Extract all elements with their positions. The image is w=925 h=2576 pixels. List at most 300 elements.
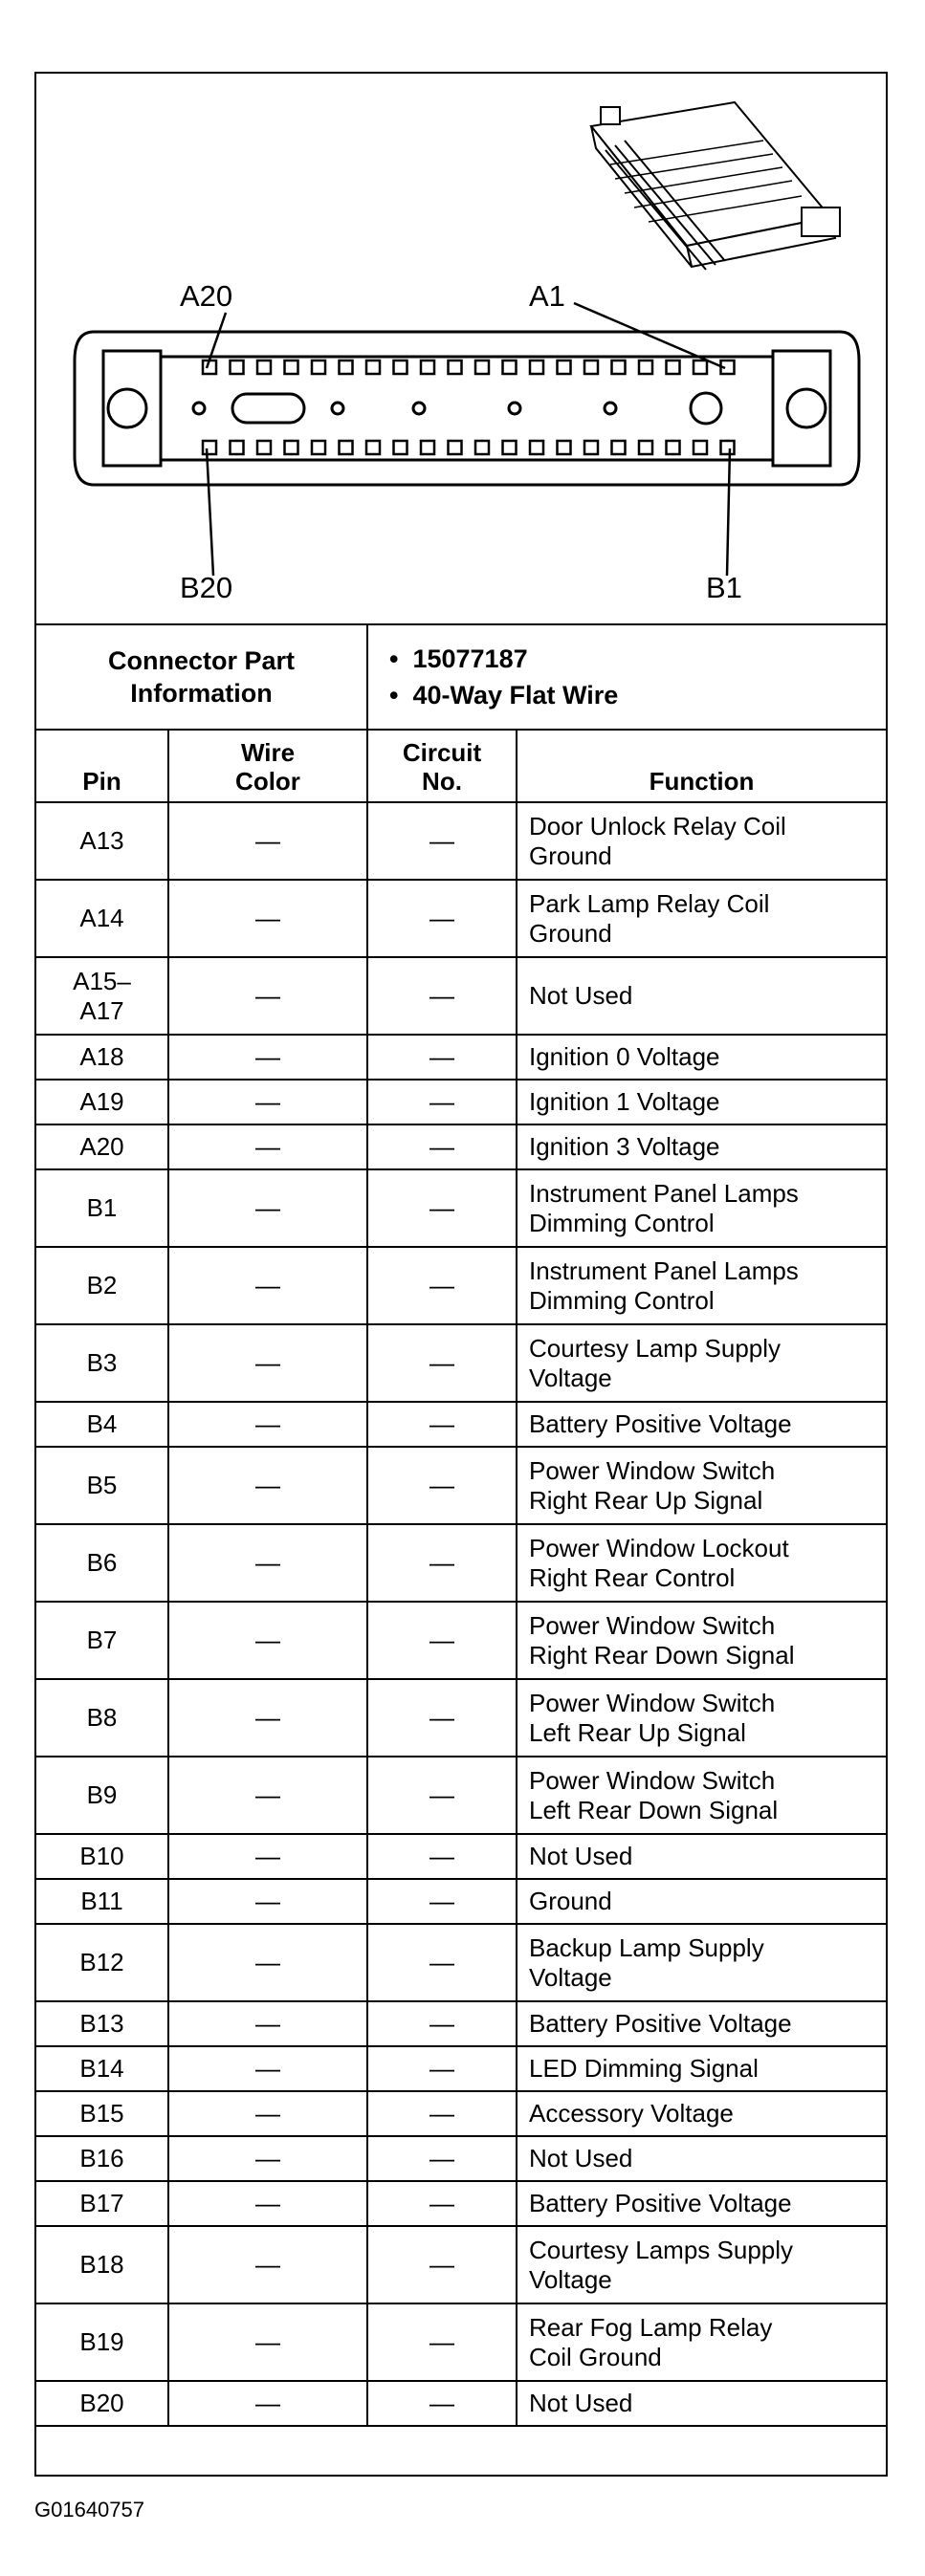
circuit-no-cell: [367, 1834, 517, 1879]
header-wire-color-line1: Wire: [240, 738, 296, 767]
pin-terminal: [667, 441, 680, 454]
table-row: [36, 1924, 886, 2001]
function-cell: [517, 2303, 886, 2381]
wire-color-cell: [168, 1757, 367, 1834]
circuit-no-value: —: [429, 2389, 454, 2417]
circuit-no-cell: [367, 880, 517, 957]
wire-color-cell: [168, 1602, 367, 1679]
table-row: [36, 2001, 886, 2046]
function-text: Power Window Switch: [529, 1455, 776, 1485]
label-b20: B20: [180, 571, 233, 604]
label-a20: A20: [180, 279, 233, 313]
function-cell: [517, 1834, 886, 1879]
pin-terminal: [231, 360, 244, 374]
header-circuit-line1: Circuit: [402, 738, 482, 767]
function-cell: [517, 1524, 886, 1602]
circuit-no-cell: [367, 2226, 517, 2303]
pin-terminal: [449, 441, 462, 454]
wire-color-cell: [168, 2091, 367, 2136]
function-text: Instrument Panel Lamps: [529, 1255, 799, 1285]
wire-color-value: —: [255, 2054, 280, 2083]
pin-cell: [36, 2046, 168, 2091]
pin-id: B17: [79, 2189, 124, 2217]
pin-id: B11: [80, 1887, 123, 1915]
pin-id: B10: [79, 1842, 124, 1870]
pin-terminal: [257, 360, 271, 374]
function-text: Battery Positive Voltage: [529, 1409, 792, 1438]
wire-color-cell: [168, 1402, 367, 1447]
circuit-no-value: —: [429, 1842, 454, 1870]
pin-id: A13: [79, 826, 124, 855]
function-text: Rear Fog Lamp Relay: [529, 2312, 773, 2342]
circuit-no-value: —: [429, 1348, 454, 1377]
function-text: Right Rear Control: [529, 1562, 736, 1592]
circuit-no-value: —: [429, 1193, 454, 1222]
function-text: Left Rear Up Signal: [529, 1717, 746, 1747]
circuit-no-cell: [367, 2181, 517, 2226]
wire-color-cell: [168, 2226, 367, 2303]
connector-3d-icon: [591, 102, 840, 270]
function-text: Not Used: [529, 2389, 633, 2417]
circuit-no-value: —: [429, 1471, 454, 1499]
wire-color-cell: [168, 1834, 367, 1879]
circuit-no-cell: [367, 2001, 517, 2046]
pin-cell: [36, 1124, 168, 1169]
function-text: Ground: [529, 918, 612, 948]
pinout-table: [36, 623, 886, 2427]
pin-terminal: [394, 441, 407, 454]
pin-terminal: [285, 360, 298, 374]
pin-cell: [36, 880, 168, 957]
circuit-no-cell: [367, 2091, 517, 2136]
pin-cell: [36, 1879, 168, 1924]
function-cell: [517, 1080, 886, 1124]
pin-terminal: [667, 360, 680, 374]
pin-id: B6: [86, 1548, 118, 1577]
pin-cell: [36, 1169, 168, 1247]
function-cell: [517, 2091, 886, 2136]
pin-cell: [36, 1924, 168, 2001]
info-row: [36, 624, 886, 730]
function-text: Not Used: [529, 981, 633, 1010]
table-row: [36, 2226, 886, 2303]
pin-cell: [36, 2136, 168, 2181]
connector-illustration: [36, 74, 886, 623]
table-row: [36, 1524, 886, 1602]
header-function: [517, 730, 886, 802]
table-row: [36, 1879, 886, 1924]
pin-terminal: [612, 441, 626, 454]
circuit-no-value: —: [429, 1780, 454, 1809]
function-cell: [517, 2136, 886, 2181]
function-text: Dimming Control: [529, 1285, 715, 1315]
function-text: Dimming Control: [529, 1208, 715, 1237]
wire-color-cell: [168, 1080, 367, 1124]
table-row: [36, 2046, 886, 2091]
pin-terminal: [639, 360, 652, 374]
wire-color-cell: [168, 1124, 367, 1169]
header-circuit-no: [367, 730, 517, 802]
pin-cell: [36, 2381, 168, 2426]
function-cell: [517, 1035, 886, 1080]
header-function-text: Function: [649, 767, 755, 796]
table-row: [36, 2091, 886, 2136]
wire-color-value: —: [255, 1471, 280, 1499]
pin-id: B14: [79, 2054, 124, 2083]
function-text: Ground: [529, 1887, 612, 1915]
function-cell: [517, 2181, 886, 2226]
wire-color-value: —: [255, 826, 280, 855]
circuit-no-value: —: [429, 904, 454, 932]
wire-color-cell: [168, 1924, 367, 2001]
connector-info-values: • 15077187 • 40-Way Flat Wire: [367, 624, 886, 730]
circuit-no-cell: [367, 1169, 517, 1247]
wire-color-value: —: [255, 1042, 280, 1071]
pin-cell: [36, 1834, 168, 1879]
pin-terminal: [231, 441, 244, 454]
pin-id: A14: [79, 904, 124, 932]
pin-terminal: [584, 441, 598, 454]
function-text: Left Rear Down Signal: [529, 1795, 779, 1824]
wire-color-cell: [168, 2136, 367, 2181]
pin-terminal: [312, 441, 325, 454]
circuit-no-cell: [367, 1679, 517, 1757]
wire-color-value: —: [255, 1548, 280, 1577]
function-cell: [517, 1169, 886, 1247]
pin-id: B18: [79, 2250, 124, 2279]
function-text: LED Dimming Signal: [529, 2054, 759, 2083]
function-cell: [517, 1879, 886, 1924]
function-text: Right Rear Up Signal: [529, 1485, 763, 1515]
circuit-no-cell: [367, 1080, 517, 1124]
table-row: [36, 2303, 886, 2381]
function-cell: [517, 1324, 886, 1402]
function-cell: [517, 957, 886, 1035]
circuit-no-cell: [367, 1124, 517, 1169]
wire-color-cell: [168, 2303, 367, 2381]
pin-id: A19: [79, 1087, 124, 1116]
figure-code: G01640757: [34, 2498, 144, 2521]
wire-color-value: —: [255, 1132, 280, 1161]
circuit-no-value: —: [429, 2009, 454, 2038]
wire-color-cell: [168, 1679, 367, 1757]
wire-color-value: —: [255, 981, 280, 1010]
pin-cell: [36, 1035, 168, 1080]
pin-terminal: [530, 360, 543, 374]
function-text: Ignition 3 Voltage: [529, 1132, 720, 1161]
circuit-no-value: —: [429, 1948, 454, 1976]
function-text: Ground: [529, 840, 612, 870]
table-row: [36, 2181, 886, 2226]
circuit-no-value: —: [429, 1703, 454, 1732]
label-b1: B1: [706, 571, 742, 604]
circuit-no-value: —: [429, 981, 454, 1010]
pin-id: B15: [79, 2099, 124, 2128]
wire-color-cell: [168, 802, 367, 880]
circuit-no-value: —: [429, 2189, 454, 2217]
wire-color-value: —: [255, 1193, 280, 1222]
header-pin: [36, 730, 168, 802]
circuit-no-value: —: [429, 1132, 454, 1161]
wire-color-cell: [168, 957, 367, 1035]
pin-terminal: [558, 441, 571, 454]
function-cell: [517, 880, 886, 957]
pin-terminal: [639, 441, 652, 454]
table-row: [36, 1602, 886, 1679]
circuit-no-value: —: [429, 1042, 454, 1071]
function-cell: [517, 1247, 886, 1324]
pin-id: A15– A17: [73, 966, 131, 1025]
circuit-no-cell: [367, 1757, 517, 1834]
pin-cell: [36, 1247, 168, 1324]
wire-color-cell: [168, 1169, 367, 1247]
pin-cell: [36, 2091, 168, 2136]
circuit-no-value: —: [429, 1409, 454, 1438]
function-cell: [517, 1757, 886, 1834]
wire-color-value: —: [255, 1626, 280, 1654]
pin-cell: [36, 1080, 168, 1124]
wire-color-cell: [168, 1035, 367, 1080]
pin-id: B20: [79, 2389, 124, 2417]
function-text: Voltage: [529, 2264, 612, 2294]
circuit-no-cell: [367, 1602, 517, 1679]
table-row: [36, 2136, 886, 2181]
table-row: [36, 957, 886, 1035]
table-row: [36, 1035, 886, 1080]
circuit-no-value: —: [429, 1548, 454, 1577]
table-row: [36, 1247, 886, 1324]
header-pin-text: Pin: [82, 767, 121, 796]
wire-color-value: —: [255, 2189, 280, 2217]
pin-cell: [36, 1757, 168, 1834]
function-text: Coil Ground: [529, 2342, 662, 2371]
function-cell: [517, 2381, 886, 2426]
table-row: [36, 1757, 886, 1834]
wire-color-cell: [168, 2381, 367, 2426]
table-row: [36, 1447, 886, 1524]
circuit-no-value: —: [429, 826, 454, 855]
pin-id: B3: [86, 1348, 118, 1377]
table-row: [36, 802, 886, 880]
circuit-no-value: —: [429, 1626, 454, 1654]
circuit-no-value: —: [429, 1271, 454, 1299]
pin-id: B19: [79, 2327, 124, 2356]
circuit-no-cell: [367, 2303, 517, 2381]
circuit-no-cell: [367, 802, 517, 880]
wire-color-value: —: [255, 1271, 280, 1299]
function-cell: [517, 1602, 886, 1679]
function-text: Voltage: [529, 1962, 612, 1992]
header-row: [36, 730, 886, 802]
function-cell: [517, 2226, 886, 2303]
function-text: Power Window Lockout: [529, 1533, 789, 1562]
function-cell: [517, 802, 886, 880]
function-cell: [517, 2046, 886, 2091]
circuit-no-value: —: [429, 2054, 454, 2083]
wire-color-value: —: [255, 1948, 280, 1976]
wire-color-value: —: [255, 2099, 280, 2128]
function-text: Courtesy Lamps Supply: [529, 2235, 794, 2264]
wire-color-value: —: [255, 904, 280, 932]
pin-cell: [36, 1524, 168, 1602]
table-row: [36, 1402, 886, 1447]
pin-id: B4: [86, 1409, 118, 1438]
circuit-no-cell: [367, 1402, 517, 1447]
circuit-no-cell: [367, 1879, 517, 1924]
function-text: Accessory Voltage: [529, 2099, 734, 2128]
pin-cell: [36, 1602, 168, 1679]
pin-cell: [36, 1402, 168, 1447]
wire-color-cell: [168, 1247, 367, 1324]
table-row: [36, 1169, 886, 1247]
table-row: [36, 2381, 886, 2426]
header-wire-color-line2: Color: [235, 767, 300, 796]
function-cell: [517, 1124, 886, 1169]
function-text: Voltage: [529, 1363, 612, 1392]
pin-id: B7: [86, 1626, 118, 1654]
wire-color-value: —: [255, 1780, 280, 1809]
label-a1: A1: [529, 279, 565, 313]
pin-terminal: [285, 441, 298, 454]
wire-color-value: —: [255, 1887, 280, 1915]
wire-color-value: —: [255, 2250, 280, 2279]
header-circuit-line2: No.: [422, 767, 462, 796]
circuit-no-cell: [367, 2381, 517, 2426]
connector-diagram: [36, 74, 886, 625]
header-wire-color: [168, 730, 367, 802]
pin-cell: [36, 1679, 168, 1757]
pin-terminal: [475, 360, 489, 374]
pin-terminal: [721, 441, 735, 454]
wire-color-cell: [168, 1879, 367, 1924]
pin-terminal: [366, 441, 380, 454]
pin-terminal: [421, 441, 434, 454]
wire-color-value: —: [255, 1703, 280, 1732]
circuit-no-cell: [367, 1447, 517, 1524]
pin-cell: [36, 2226, 168, 2303]
pin-cell: [36, 2001, 168, 2046]
part-number: 15077187: [412, 644, 528, 673]
function-text: Door Unlock Relay Coil: [529, 811, 786, 840]
pin-terminal: [449, 360, 462, 374]
circuit-no-cell: [367, 1247, 517, 1324]
info-label-line2: Information: [130, 679, 273, 708]
pin-terminal: [558, 360, 571, 374]
pin-id: A20: [79, 1132, 124, 1161]
pin-cell: [36, 1447, 168, 1524]
table-row: [36, 880, 886, 957]
function-text: Not Used: [529, 2144, 633, 2172]
pin-terminal: [503, 441, 517, 454]
table-row: [36, 1834, 886, 1879]
wire-color-cell: [168, 2046, 367, 2091]
pin-cell: [36, 2181, 168, 2226]
circuit-no-cell: [367, 957, 517, 1035]
pin-id: B1: [86, 1193, 118, 1222]
table-row: [36, 1324, 886, 1402]
circuit-no-cell: [367, 1524, 517, 1602]
wire-color-cell: [168, 2181, 367, 2226]
connector-info-label: [36, 624, 367, 730]
wire-color-cell: [168, 2001, 367, 2046]
pin-cell: [36, 957, 168, 1035]
pin-terminal: [694, 441, 707, 454]
circuit-no-cell: [367, 1035, 517, 1080]
pin-terminal: [694, 360, 707, 374]
pin-cell: [36, 1324, 168, 1402]
wire-color-value: —: [255, 2009, 280, 2038]
pin-terminal: [340, 360, 353, 374]
function-text: Ignition 1 Voltage: [529, 1087, 720, 1116]
connector-frame: [34, 72, 888, 2477]
function-text: Power Window Switch: [529, 1688, 776, 1717]
pin-terminal: [394, 360, 407, 374]
wire-color-value: —: [255, 2389, 280, 2417]
pin-terminal: [584, 360, 598, 374]
circuit-no-value: —: [429, 2250, 454, 2279]
circuit-no-value: —: [429, 1887, 454, 1915]
circuit-no-value: —: [429, 2099, 454, 2128]
function-text: Right Rear Down Signal: [529, 1640, 795, 1670]
function-cell: [517, 1679, 886, 1757]
pin-id: B9: [86, 1780, 118, 1809]
info-label-line1: Connector Part: [107, 646, 296, 675]
wire-color-value: —: [255, 2144, 280, 2172]
function-text: Park Lamp Relay Coil: [529, 888, 770, 918]
connector-face: [75, 332, 859, 485]
function-text: Power Window Switch: [529, 1610, 776, 1640]
pin-terminal: [257, 441, 271, 454]
pin-id: B13: [79, 2009, 124, 2038]
function-text: Backup Lamp Supply: [529, 1932, 764, 1962]
wire-color-cell: [168, 1447, 367, 1524]
circuit-no-cell: [367, 1924, 517, 2001]
wire-color-cell: [168, 1524, 367, 1602]
pin-cell: [36, 2303, 168, 2381]
function-text: Courtesy Lamp Supply: [529, 1333, 782, 1363]
function-text: Instrument Panel Lamps: [529, 1178, 799, 1208]
connector-type: 40-Way Flat Wire: [412, 681, 619, 709]
table-row: [36, 1679, 886, 1757]
pin-terminal: [421, 360, 434, 374]
function-cell: [517, 1447, 886, 1524]
wire-color-cell: [168, 1324, 367, 1402]
wire-color-cell: [168, 880, 367, 957]
pin-id: A18: [79, 1042, 124, 1071]
pin-id: B8: [86, 1703, 118, 1732]
function-cell: [517, 1924, 886, 2001]
wire-color-value: —: [255, 2327, 280, 2356]
wire-color-value: —: [255, 1087, 280, 1116]
pin-cell: [36, 802, 168, 880]
function-text: Not Used: [529, 1842, 633, 1870]
pin-terminal: [203, 441, 216, 454]
circuit-no-cell: [367, 1324, 517, 1402]
circuit-no-value: —: [429, 2327, 454, 2356]
circuit-no-cell: [367, 2046, 517, 2091]
function-cell: [517, 2001, 886, 2046]
wire-color-value: —: [255, 1409, 280, 1438]
wire-color-value: —: [255, 1842, 280, 1870]
pin-terminal: [503, 360, 517, 374]
function-text: Power Window Switch: [529, 1765, 776, 1795]
pin-terminal: [312, 360, 325, 374]
function-text: Ignition 0 Voltage: [529, 1042, 720, 1071]
wire-color-value: —: [255, 1348, 280, 1377]
pin-terminal: [475, 441, 489, 454]
pin-id: B12: [79, 1948, 124, 1976]
circuit-no-value: —: [429, 1087, 454, 1116]
